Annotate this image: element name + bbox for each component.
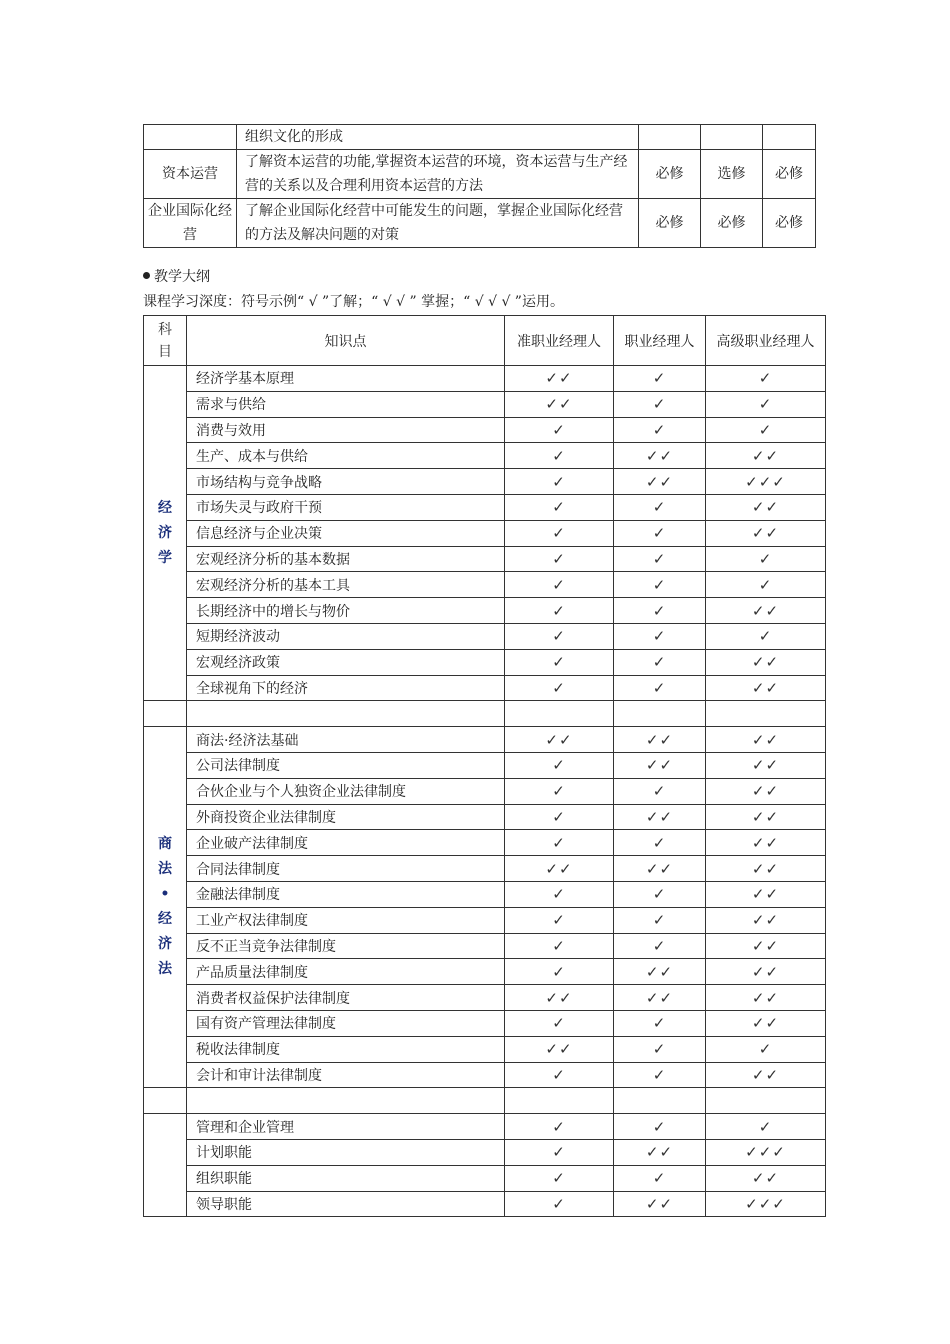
table-header-row — [144, 316, 826, 366]
level2-depth: ✓ — [614, 1062, 706, 1088]
level3-depth: ✓✓ — [706, 933, 826, 959]
top-requirement-cell — [701, 125, 763, 150]
level3-depth: ✓✓ — [706, 985, 826, 1011]
level1-depth: ✓ — [505, 1165, 614, 1191]
level3-depth: ✓✓ — [706, 675, 826, 701]
level3-depth: ✓✓✓ — [706, 1191, 826, 1217]
empty-cell — [187, 701, 505, 727]
separator-row — [144, 701, 826, 727]
level3-depth: ✓✓✓ — [706, 1139, 826, 1165]
empty-cell — [614, 701, 706, 727]
level3-depth: ✓✓ — [706, 727, 826, 753]
level3-depth: ✓✓ — [706, 804, 826, 830]
depth-note: 课程学习深度：符号示例“ √ ”了解；“ √ √ ” 掌握；“ √ √ √ ”运用。 — [143, 294, 564, 310]
empty-cell — [505, 1088, 614, 1114]
empty-cell — [505, 701, 614, 727]
table-row — [144, 572, 826, 598]
table-row — [144, 907, 826, 933]
knowledge-point: 经济学基本原理 — [187, 366, 505, 392]
level2-depth: ✓ — [614, 417, 706, 443]
table-row — [144, 675, 826, 701]
table-row — [144, 752, 826, 778]
empty-cell — [706, 1088, 826, 1114]
level1-depth: ✓ — [505, 1139, 614, 1165]
top-description-cell: 了解企业国际化经营中可能发生的问题，掌握企业国际化经营的方法及解决问题的对策 — [237, 199, 639, 248]
level2-depth: ✓ — [614, 1165, 706, 1191]
top-table-row — [144, 150, 816, 199]
top-requirement-cell: 必修 — [763, 199, 816, 248]
top-requirement-cell — [639, 125, 701, 150]
table-row — [144, 649, 826, 675]
level1-depth: ✓ — [505, 933, 614, 959]
level2-depth: ✓ — [614, 907, 706, 933]
category-char: 法 — [158, 961, 172, 978]
level3-depth: ✓✓ — [706, 1062, 826, 1088]
table-row — [144, 778, 826, 804]
level2-depth: ✓✓ — [614, 752, 706, 778]
level3-depth: ✓✓ — [706, 520, 826, 546]
table-row — [144, 443, 826, 469]
table-row — [144, 469, 826, 495]
level2-depth: ✓✓ — [614, 856, 706, 882]
top-subject-cell — [144, 125, 237, 150]
level1-depth: ✓ — [505, 417, 614, 443]
knowledge-point: 企业破产法律制度 — [187, 830, 505, 856]
header-subject-label: 科目 — [158, 321, 172, 360]
table-row — [144, 1191, 826, 1217]
knowledge-point: 公司法律制度 — [187, 752, 505, 778]
top-subject-cell: 企业国际化经营 — [144, 199, 237, 248]
level3-depth: ✓✓ — [706, 856, 826, 882]
level2-depth: ✓ — [614, 649, 706, 675]
top-requirement-cell: 选修 — [701, 150, 763, 199]
level2-depth: ✓ — [614, 1010, 706, 1036]
level3-depth: ✓ — [706, 1036, 826, 1062]
table-row — [144, 546, 826, 572]
level1-depth: ✓✓ — [505, 366, 614, 392]
knowledge-point: 消费与效用 — [187, 417, 505, 443]
knowledge-point: 计划职能 — [187, 1139, 505, 1165]
header-knowledge: 知识点 — [187, 316, 505, 366]
level3-depth: ✓ — [706, 366, 826, 392]
table-row — [144, 804, 826, 830]
level1-depth: ✓ — [505, 907, 614, 933]
level1-depth: ✓ — [505, 830, 614, 856]
knowledge-point: 消费者权益保护法律制度 — [187, 985, 505, 1011]
category-char: • — [160, 886, 170, 903]
knowledge-point: 组织职能 — [187, 1165, 505, 1191]
level3-depth: ✓ — [706, 572, 826, 598]
level3-depth: ✓ — [706, 546, 826, 572]
level1-depth: ✓ — [505, 572, 614, 598]
knowledge-point: 会计和审计法律制度 — [187, 1062, 505, 1088]
knowledge-point: 信息经济与企业决策 — [187, 520, 505, 546]
top-description-cell: 了解资本运营的功能,掌握资本运营的环境，资本运营与生产经营的关系以及合理利用资本运营的方法 — [237, 150, 639, 199]
knowledge-point: 全球视角下的经济 — [187, 675, 505, 701]
header-subject — [144, 316, 187, 366]
level3-depth: ✓✓ — [706, 907, 826, 933]
level2-depth: ✓ — [614, 881, 706, 907]
level1-depth: ✓ — [505, 469, 614, 495]
level1-depth: ✓ — [505, 1114, 614, 1140]
empty-cell — [187, 1088, 505, 1114]
level2-depth: ✓ — [614, 623, 706, 649]
level1-depth: ✓ — [505, 804, 614, 830]
table-row — [144, 417, 826, 443]
level2-depth: ✓ — [614, 572, 706, 598]
level3-depth: ✓ — [706, 417, 826, 443]
level1-depth: ✓✓ — [505, 391, 614, 417]
level3-depth: ✓✓✓ — [706, 469, 826, 495]
level1-depth: ✓ — [505, 1062, 614, 1088]
level1-depth: ✓ — [505, 881, 614, 907]
table-row — [144, 391, 826, 417]
level3-depth: ✓✓ — [706, 1010, 826, 1036]
level3-depth: ✓✓ — [706, 752, 826, 778]
level1-depth: ✓ — [505, 675, 614, 701]
level2-depth: ✓ — [614, 366, 706, 392]
table-row — [144, 959, 826, 985]
category-char: 经 — [158, 911, 172, 928]
level1-depth: ✓ — [505, 1191, 614, 1217]
category-char: 济 — [158, 936, 172, 953]
level3-depth: ✓ — [706, 391, 826, 417]
level1-depth: ✓✓ — [505, 727, 614, 753]
level3-depth: ✓✓ — [706, 494, 826, 520]
table-row — [144, 366, 826, 392]
level3-depth: ✓✓ — [706, 443, 826, 469]
table-row — [144, 1165, 826, 1191]
level3-depth: ✓ — [706, 1114, 826, 1140]
level1-depth: ✓ — [505, 546, 614, 572]
bullet-icon — [143, 272, 150, 279]
level1-depth: ✓ — [505, 443, 614, 469]
knowledge-point: 外商投资企业法律制度 — [187, 804, 505, 830]
knowledge-point: 短期经济波动 — [187, 623, 505, 649]
level1-depth: ✓✓ — [505, 856, 614, 882]
level1-depth: ✓ — [505, 1010, 614, 1036]
knowledge-point: 管理和企业管理 — [187, 1114, 505, 1140]
empty-cell — [144, 1088, 187, 1114]
table-row — [144, 1139, 826, 1165]
top-requirement-cell: 必修 — [639, 150, 701, 199]
level1-depth: ✓✓ — [505, 1036, 614, 1062]
table-row — [144, 494, 826, 520]
empty-cell — [706, 701, 826, 727]
level1-depth: ✓ — [505, 959, 614, 985]
knowledge-point: 工业产权法律制度 — [187, 907, 505, 933]
level2-depth: ✓ — [614, 1036, 706, 1062]
top-description-cell: 组织文化的形成 — [237, 125, 639, 150]
level1-depth: ✓ — [505, 598, 614, 624]
top-table-row — [144, 199, 816, 248]
header-level3: 高级职业经理人 — [706, 316, 826, 366]
top-course-table — [143, 124, 816, 248]
table-row — [144, 830, 826, 856]
level1-depth: ✓ — [505, 649, 614, 675]
knowledge-point: 领导职能 — [187, 1191, 505, 1217]
table-row — [144, 1114, 826, 1140]
level1-depth: ✓ — [505, 494, 614, 520]
knowledge-point: 市场失灵与政府干预 — [187, 494, 505, 520]
table-row — [144, 1062, 826, 1088]
level2-depth: ✓ — [614, 1114, 706, 1140]
category-char: 学 — [158, 549, 172, 566]
level2-depth: ✓ — [614, 520, 706, 546]
category-char: 商 — [158, 836, 172, 853]
knowledge-point: 反不正当竞争法律制度 — [187, 933, 505, 959]
level3-depth: ✓✓ — [706, 1165, 826, 1191]
level1-depth: ✓ — [505, 752, 614, 778]
level2-depth: ✓✓ — [614, 1139, 706, 1165]
category-cell — [144, 727, 187, 1088]
category-char: 法 — [158, 861, 172, 878]
level3-depth: ✓✓ — [706, 649, 826, 675]
top-requirement-cell — [763, 125, 816, 150]
level3-depth: ✓✓ — [706, 598, 826, 624]
level2-depth: ✓✓ — [614, 959, 706, 985]
level2-depth: ✓✓ — [614, 1191, 706, 1217]
category-char: 济 — [158, 524, 172, 541]
level3-depth: ✓✓ — [706, 830, 826, 856]
table-row — [144, 520, 826, 546]
table-row — [144, 623, 826, 649]
knowledge-point: 产品质量法律制度 — [187, 959, 505, 985]
level2-depth: ✓ — [614, 598, 706, 624]
level3-depth: ✓✓ — [706, 881, 826, 907]
separator-row — [144, 1088, 826, 1114]
top-subject-cell: 资本运营 — [144, 150, 237, 199]
empty-cell — [144, 701, 187, 727]
level2-depth: ✓ — [614, 778, 706, 804]
header-level1: 准职业经理人 — [505, 316, 614, 366]
knowledge-point: 合同法律制度 — [187, 856, 505, 882]
level2-depth: ✓ — [614, 391, 706, 417]
knowledge-point: 宏观经济分析的基本工具 — [187, 572, 505, 598]
level2-depth: ✓✓ — [614, 985, 706, 1011]
table-row — [144, 881, 826, 907]
table-row — [144, 856, 826, 882]
level3-depth: ✓✓ — [706, 778, 826, 804]
category-cell — [144, 1114, 187, 1217]
category-char: 经 — [158, 499, 172, 516]
level2-depth: ✓✓ — [614, 469, 706, 495]
level1-depth: ✓ — [505, 623, 614, 649]
knowledge-point: 需求与供给 — [187, 391, 505, 417]
level1-depth: ✓ — [505, 520, 614, 546]
top-requirement-cell: 必修 — [639, 199, 701, 248]
level3-depth: ✓✓ — [706, 959, 826, 985]
top-table-row — [144, 125, 816, 150]
level2-depth: ✓✓ — [614, 804, 706, 830]
level2-depth: ✓ — [614, 933, 706, 959]
level2-depth: ✓✓ — [614, 727, 706, 753]
level1-depth: ✓ — [505, 778, 614, 804]
knowledge-point: 宏观经济分析的基本数据 — [187, 546, 505, 572]
level3-depth: ✓ — [706, 623, 826, 649]
level1-depth: ✓✓ — [505, 985, 614, 1011]
level2-depth: ✓✓ — [614, 443, 706, 469]
table-row — [144, 598, 826, 624]
knowledge-point: 长期经济中的增长与物价 — [187, 598, 505, 624]
level2-depth: ✓ — [614, 675, 706, 701]
level2-depth: ✓ — [614, 830, 706, 856]
table-row — [144, 1010, 826, 1036]
level2-depth: ✓ — [614, 546, 706, 572]
empty-cell — [614, 1088, 706, 1114]
top-requirement-cell: 必修 — [763, 150, 816, 199]
table-row — [144, 1036, 826, 1062]
category-cell — [144, 366, 187, 701]
knowledge-point: 税收法律制度 — [187, 1036, 505, 1062]
level2-depth: ✓ — [614, 494, 706, 520]
header-level2: 职业经理人 — [614, 316, 706, 366]
knowledge-point: 生产、成本与供给 — [187, 443, 505, 469]
syllabus-table — [143, 315, 826, 1217]
knowledge-point: 商法·经济法基础 — [187, 727, 505, 753]
knowledge-point: 金融法律制度 — [187, 881, 505, 907]
table-row — [144, 933, 826, 959]
table-row — [144, 727, 826, 753]
table-row — [144, 985, 826, 1011]
knowledge-point: 市场结构与竞争战略 — [187, 469, 505, 495]
knowledge-point: 国有资产管理法律制度 — [187, 1010, 505, 1036]
knowledge-point: 宏观经济政策 — [187, 649, 505, 675]
section-title: 教学大纲 — [143, 267, 210, 287]
top-requirement-cell: 必修 — [701, 199, 763, 248]
knowledge-point: 合伙企业与个人独资企业法律制度 — [187, 778, 505, 804]
